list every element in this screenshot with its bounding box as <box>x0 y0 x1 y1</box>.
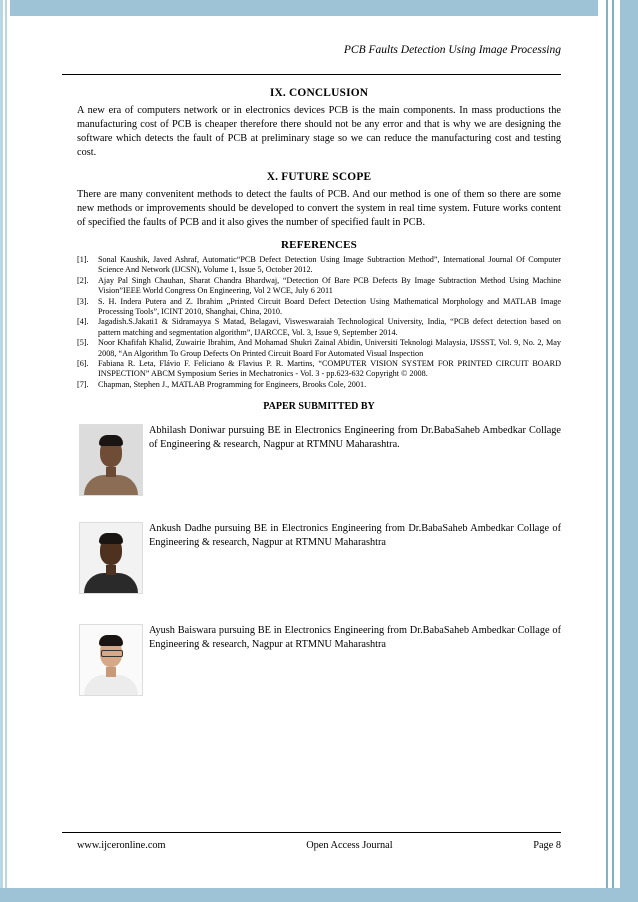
author-photo <box>79 424 143 496</box>
author-block <box>77 522 561 602</box>
page-footer <box>77 840 561 851</box>
future-scope-text: There are many convenitent methods to detect the faults of PCB. And our method is one of them so there are some new methods or improvements should be developed to convert the system in real time system. Future works content of specified the faults of PCB and it also gives the number of specified fault in PCB. <box>77 189 561 228</box>
reference-item <box>77 317 561 338</box>
reference-text: Sonal Kaushik, Javed Ashraf, Automatic“PCB Defect Detection Using Image Subtraction Method”, International Journal Of Computer Science And Network (IJCSN), Volume 1, Issue 5, October 2012. <box>98 255 561 275</box>
references-heading: REFERENCES <box>281 239 357 251</box>
footer-rule <box>62 832 561 833</box>
conclusion-heading: IX. CONCLUSION <box>269 87 369 99</box>
author-bio: Abhilash Doniwar pursuing BE in Electronics Engineering from Dr.BabaSaheb Ambedkar Collage of Engineering & research, Nagpur at RTMNU Maharashtra. <box>149 425 561 450</box>
reference-text: Jagadish.S.Jakati1 & Sidramayya S Matad, Belagavi, Visweswaraiah Technological University, India, “PCB defect detection based on pattern matching and segmentation algorithm”, IJARCCE, Vol. 3, Issue 9, September 2014. <box>98 317 561 337</box>
page-border-top <box>0 0 638 16</box>
reference-text: Fabiana R. Leta, Flávio F. Feliciano & Flavius P. R. Martins, “COMPUTER VISION SYSTEM FOR PRINTED CIRCUIT BOARD INSPECTION” ABCM Symposium Series in Mechatronics - Vol. 3 - pp.623-632 Copyright © 2008. <box>98 359 561 379</box>
references-list <box>77 255 561 390</box>
author-bio: Ankush Dadhe pursuing BE in Electronics Engineering from Dr.BabaSaheb Ambedkar Collage of Engineering & research, Nagpur at RTMNU Maharashtra <box>149 523 561 548</box>
author-block <box>77 424 561 504</box>
reference-text: Noor Khafifah Khalid, Zuwairie Ibrahim, And Mohamad Shukri Zainal Abidin, Universiti Teknologi Malaysia, IJSSST, Vol. 9, No. 2, May 2008, “An Algorithm To Group Defects On Printed Circuit Board For Automated Visual Inspection <box>98 338 561 358</box>
future-scope-heading: X. FUTURE SCOPE <box>266 171 372 183</box>
reference-text: Ajay Pal Singh Chauhan, Sharat Chandra Bhardwaj, “Detection Of Bare PCB Defects By Image Subtraction Method Using Machine Vision”IEEE World Congress On Engineering, Vol 2 WCE, July 6 2011 <box>98 275 561 296</box>
page-border-right <box>598 0 638 902</box>
footer-journal-label: Open Access Journal <box>306 840 393 851</box>
submitted-by-heading: PAPER SUBMITTED BY <box>263 401 375 413</box>
footer-page-number: Page 8 <box>533 840 561 851</box>
author-bio: Ayush Baiswara pursuing BE in Electronics Engineering from Dr.BabaSaheb Ambedkar Collage of Engineering & research, Nagpur at RTMNU Maharashtra <box>149 625 561 650</box>
page-border-bottom <box>0 888 638 902</box>
author-block <box>77 624 561 704</box>
main-content <box>77 86 561 414</box>
reference-number: [7]. <box>77 379 89 389</box>
reference-number: [6]. <box>77 359 89 369</box>
reference-number: [4]. <box>77 317 89 327</box>
page-border-left <box>0 0 10 902</box>
reference-item <box>77 255 561 276</box>
reference-item <box>77 276 561 297</box>
footer-website-link[interactable]: www.ijceronline.com <box>77 840 166 851</box>
author-photo <box>79 522 143 594</box>
reference-number: [1]. <box>77 255 89 264</box>
reference-number: [2]. <box>77 275 89 285</box>
reference-item <box>77 380 561 390</box>
reference-text: Chapman, Stephen J., MATLAB Programming for Engineers, Brooks Cole, 2001. <box>98 379 367 389</box>
running-title: PCB Faults Detection Using Image Processing <box>343 44 561 56</box>
reference-item <box>77 297 561 318</box>
header-rule <box>62 74 561 75</box>
conclusion-text: A new era of computers network or in electronics devices PCB is the main components. In mass productions the manufacturing cost of PCB is cheaper therefore there should not be any error and that is why we are designing the software which detects the fault of PCB at preliminary stage so we can reduce the manufacturing cost and testing cost. <box>77 105 561 158</box>
reference-number: [3]. <box>77 296 89 306</box>
author-photo <box>79 624 143 696</box>
reference-item <box>77 359 561 380</box>
reference-number: [5]. <box>77 338 89 348</box>
reference-item <box>77 338 561 359</box>
reference-text: S. H. Indera Putera and Z. Ibrahim „Printed Circuit Board Defect Detection Using Mathematical Morphology and MATLAB Image Processing Tools”, ICINT 2010, Shanghai, China, 2010. <box>98 296 561 317</box>
